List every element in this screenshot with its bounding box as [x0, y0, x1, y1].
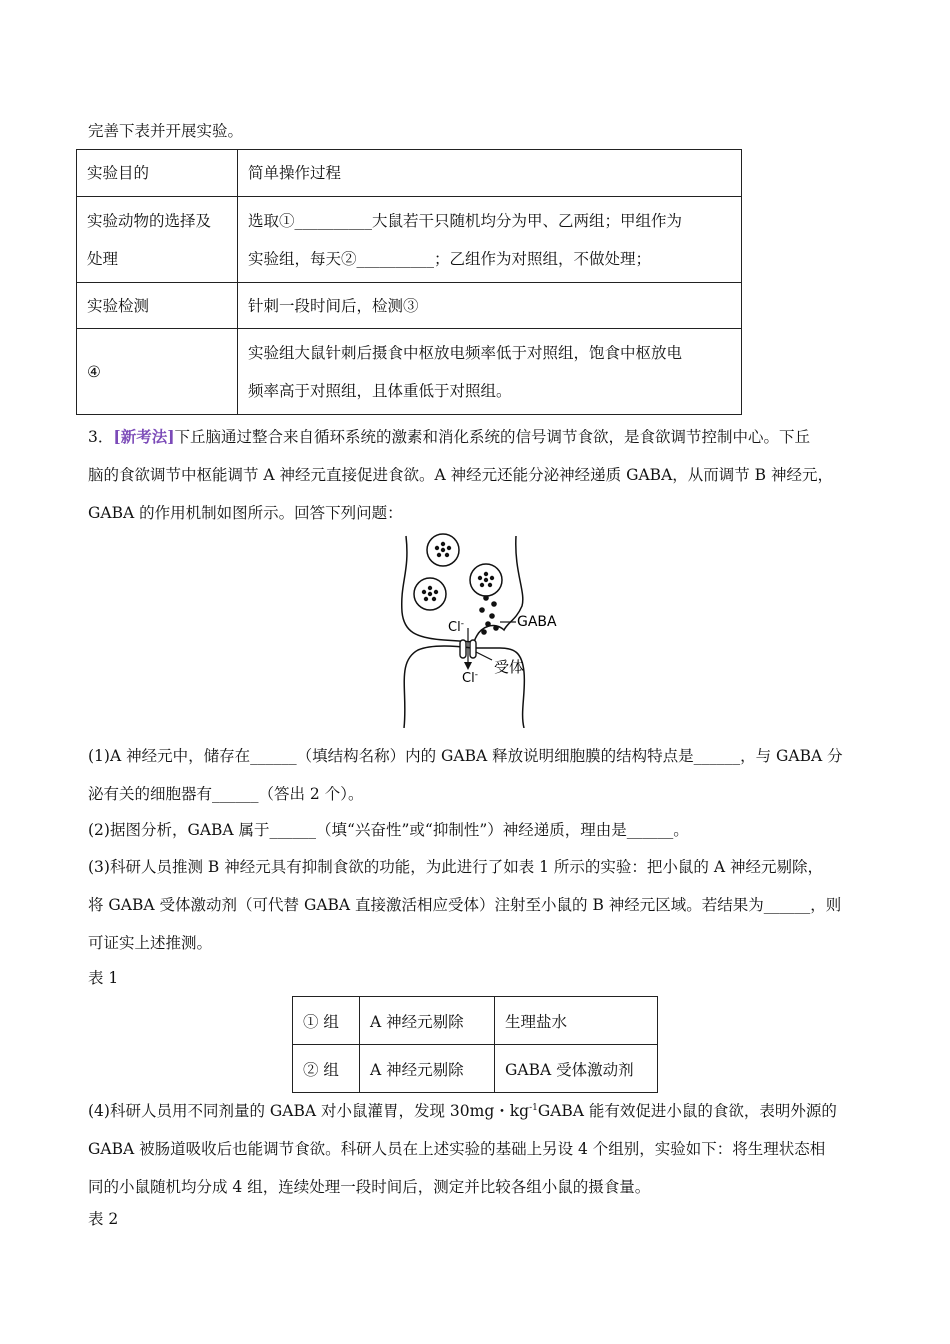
table-row — [77, 283, 742, 329]
table-row — [77, 197, 742, 283]
question-3: 3．[新考法]下丘脑通过整合来自循环系统的激素和消化系统的信号调节食欲，是食欲调节控制中心。下丘 脑的食欲调节中枢能调节 A 神经元直接促进食欲。A 神经元还能分泌神经递质 GABA，从而调节 B 神经元， GABA 的作用机制如图所示。回答下列问题： — [88, 427, 834, 522]
new-method-tag: [新考法] — [113, 427, 175, 446]
sub-question-4: (4)科研人员用不同剂量的 GABA 对小鼠灌胃，发现 30mg・$kg^{-1}GABA$ 能有效促进小鼠的食欲，表明外源的 GABA 被肠道吸收后也能调节食欲。科研人员在上述实验的基础上另设 4 个组别，实验如下：将生理状态相 同的小鼠随机均分成 4 组，连续处理一段时间后，测定并比较各组小鼠的摄食量。 — [88, 1102, 837, 1197]
sub-question-2: (2)据图分析，GABA 属于______（填“兴奋性”或“抑制性”）神经递质，理由是______。 — [88, 821, 689, 839]
table-cell-purpose: 实验动物的选择及 处理 — [77, 197, 238, 283]
table-row — [293, 997, 658, 1045]
intro-text: 完善下表并开展实验。 — [88, 122, 244, 140]
table-cell-group: ① 组 — [293, 997, 360, 1045]
table-row — [77, 150, 742, 197]
table-cell-injection: 生理盐水 — [495, 997, 658, 1045]
table-header-purpose: 实验目的 — [77, 150, 238, 197]
experiment-table — [76, 149, 742, 415]
cl-ion-label-bottom: Cl- — [462, 670, 478, 686]
receptor-channel — [460, 640, 466, 658]
table-cell-purpose: 实验检测 — [77, 283, 238, 329]
table-cell-purpose: ④ — [77, 329, 238, 415]
gaba-label: GABA — [517, 614, 557, 630]
table-cell-process: 选取①__________大鼠若干只随机均分为甲、乙两组；甲组作为 实验组，每天②__________；乙组作为对照组，不做处理； — [238, 197, 742, 283]
synapse-diagram — [396, 532, 564, 728]
table-header-process: 简单操作过程 — [238, 150, 742, 197]
group-table — [292, 996, 658, 1093]
table2-caption: 表 2 — [88, 1210, 119, 1228]
table-cell-treatment: A 神经元剔除 — [360, 997, 495, 1045]
cl-ion-label-top: Cl- — [448, 619, 464, 635]
table1-caption: 表 1 — [88, 969, 119, 987]
table-cell-process: 实验组大鼠针刺后摄食中枢放电频率低于对照组，饱食中枢放电 频率高于对照组，且体重低于对照组。 — [238, 329, 742, 415]
table-cell-injection: GABA 受体激动剂 — [495, 1045, 658, 1093]
table-cell-group: ② 组 — [293, 1045, 360, 1093]
sub-question-3: (3)科研人员推测 B 神经元具有抑制食欲的功能，为此进行了如表 1 所示的实验：把小鼠的 A 神经元剔除， 将 GABA 受体激动剂（可代替 GABA 直接激活相应受体）注射至小鼠的 B 神经元区域。若结果为______，则 可证实上述推测。 — [88, 858, 842, 952]
sub-question-1: (1)A 神经元中，储存在______（填结构名称）内的 GABA 释放说明细胞膜的结构特点是______，与 GABA 分 泌有关的细胞器有______（答出 2 个）。 — [88, 747, 843, 803]
table-cell-treatment: A 神经元剔除 — [360, 1045, 495, 1093]
question-number: 3． — [88, 428, 114, 446]
table-row — [293, 1045, 658, 1093]
table-cell-process: 针刺一段时间后，检测③ — [238, 283, 742, 329]
receptor-label: 受体 — [494, 658, 525, 676]
receptor-channel — [470, 640, 476, 658]
table-row — [77, 329, 742, 415]
